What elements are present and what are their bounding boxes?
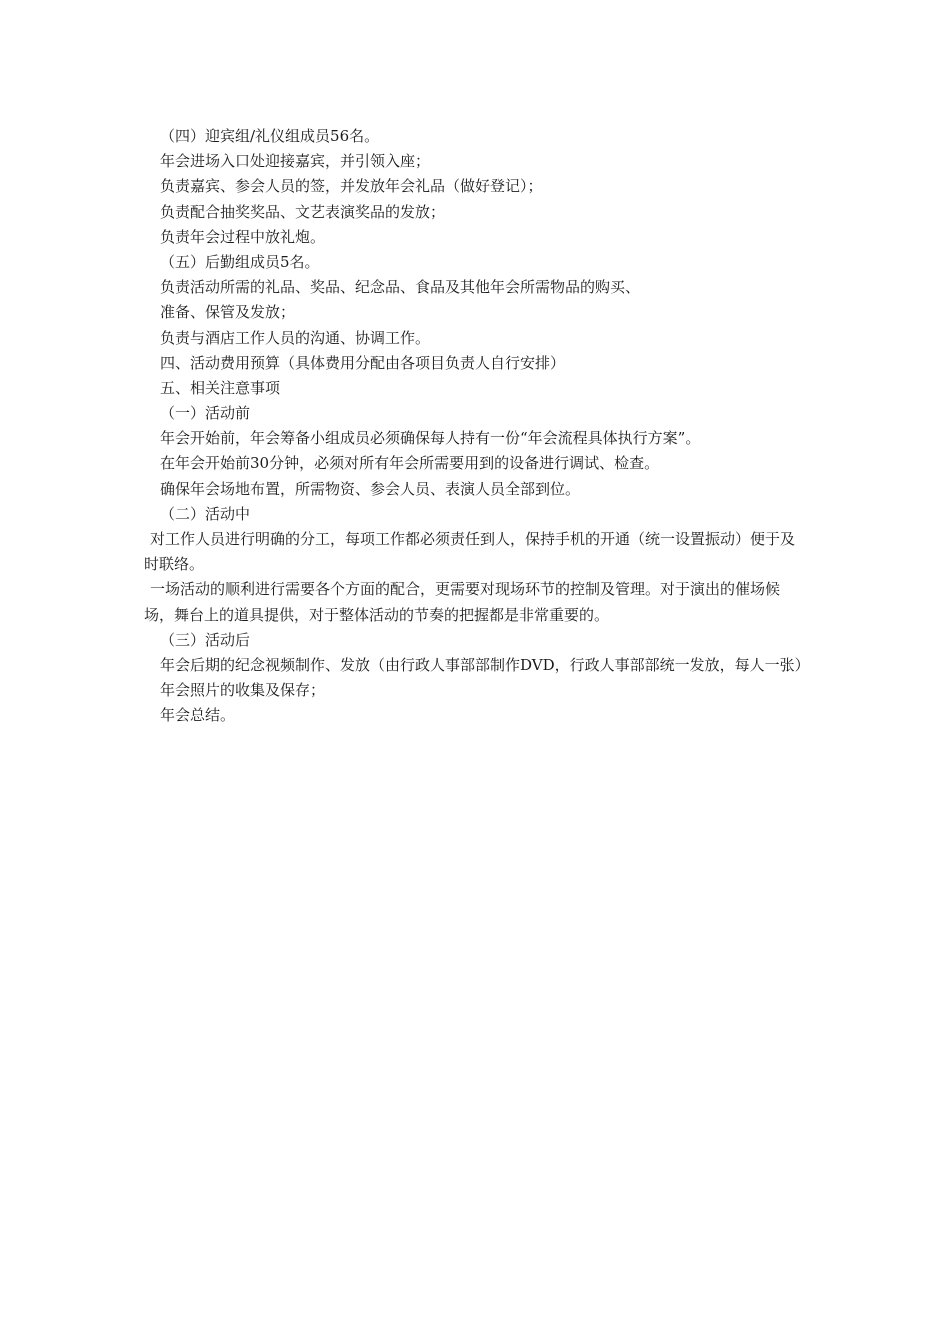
text-line: 负责年会过程中放礼炮。 (160, 227, 326, 246)
text-line: 负责嘉宾、参会人员的签，并发放年会礼品（做好登记）； (160, 177, 543, 196)
text-line: 年会总结。 (160, 706, 236, 725)
subsection-heading-during: （二）活动中 (160, 504, 251, 523)
text-paragraph: 年会后期的纪念视频制作、发放（由行政人事部部制作DVD，行政人事部部统一发放，每人一张） (160, 656, 810, 674)
text-line: 年会开始前，年会筹备小组成员必须确保每人持有一份“年会流程具体执行方案”。 (160, 429, 701, 448)
text-line: 负责活动所需的礼品、奖品、纪念品、食品及其他年会所需物品的购买、 (160, 278, 641, 297)
text-line: 准备、保管及发放； (160, 303, 296, 322)
document-body (144, 124, 810, 729)
text-line: 在年会开始前30分钟，必须对所有年会所需要用到的设备进行调试、检查。 (160, 454, 660, 473)
text-line: 确保年会场地布置，所需物资、参会人员、表演人员全部到位。 (160, 479, 581, 498)
subsection-heading-before: （一）活动前 (160, 404, 251, 423)
text-line: 年会进场入口处迎接嘉宾，并引领入座； (160, 152, 431, 171)
subsection-heading-after: （三）活动后 (160, 630, 251, 649)
section-heading-logistics-group: （五）后勤组成员5名。 (160, 252, 320, 271)
text-line: 负责与酒店工作人员的沟通、协调工作。 (160, 328, 431, 347)
text-paragraph: 一场活动的顺利进行需要各个方面的配合，更需要对现场环节的控制及管理。对于演出的催场候场，舞台上的道具提供，对于整体活动的节奏的把握都是非常重要的。 (144, 580, 781, 624)
section-heading-notes: 五、相关注意事项 (160, 378, 281, 397)
text-line: 负责配合抽奖奖品、文艺表演奖品的发放； (160, 202, 446, 221)
section-heading-welcome-group: （四）迎宾组/礼仪组成员56名。 (160, 127, 380, 145)
text-paragraph: 对工作人员进行明确的分工，每项工作都必须责任到人，保持手机的开通（统一设置振动）便于及时联络。 (144, 530, 796, 574)
text-line: 年会照片的收集及保存； (160, 681, 326, 700)
section-heading-budget: 四、活动费用预算（具体费用分配由各项目负责人自行安排） (160, 353, 566, 372)
